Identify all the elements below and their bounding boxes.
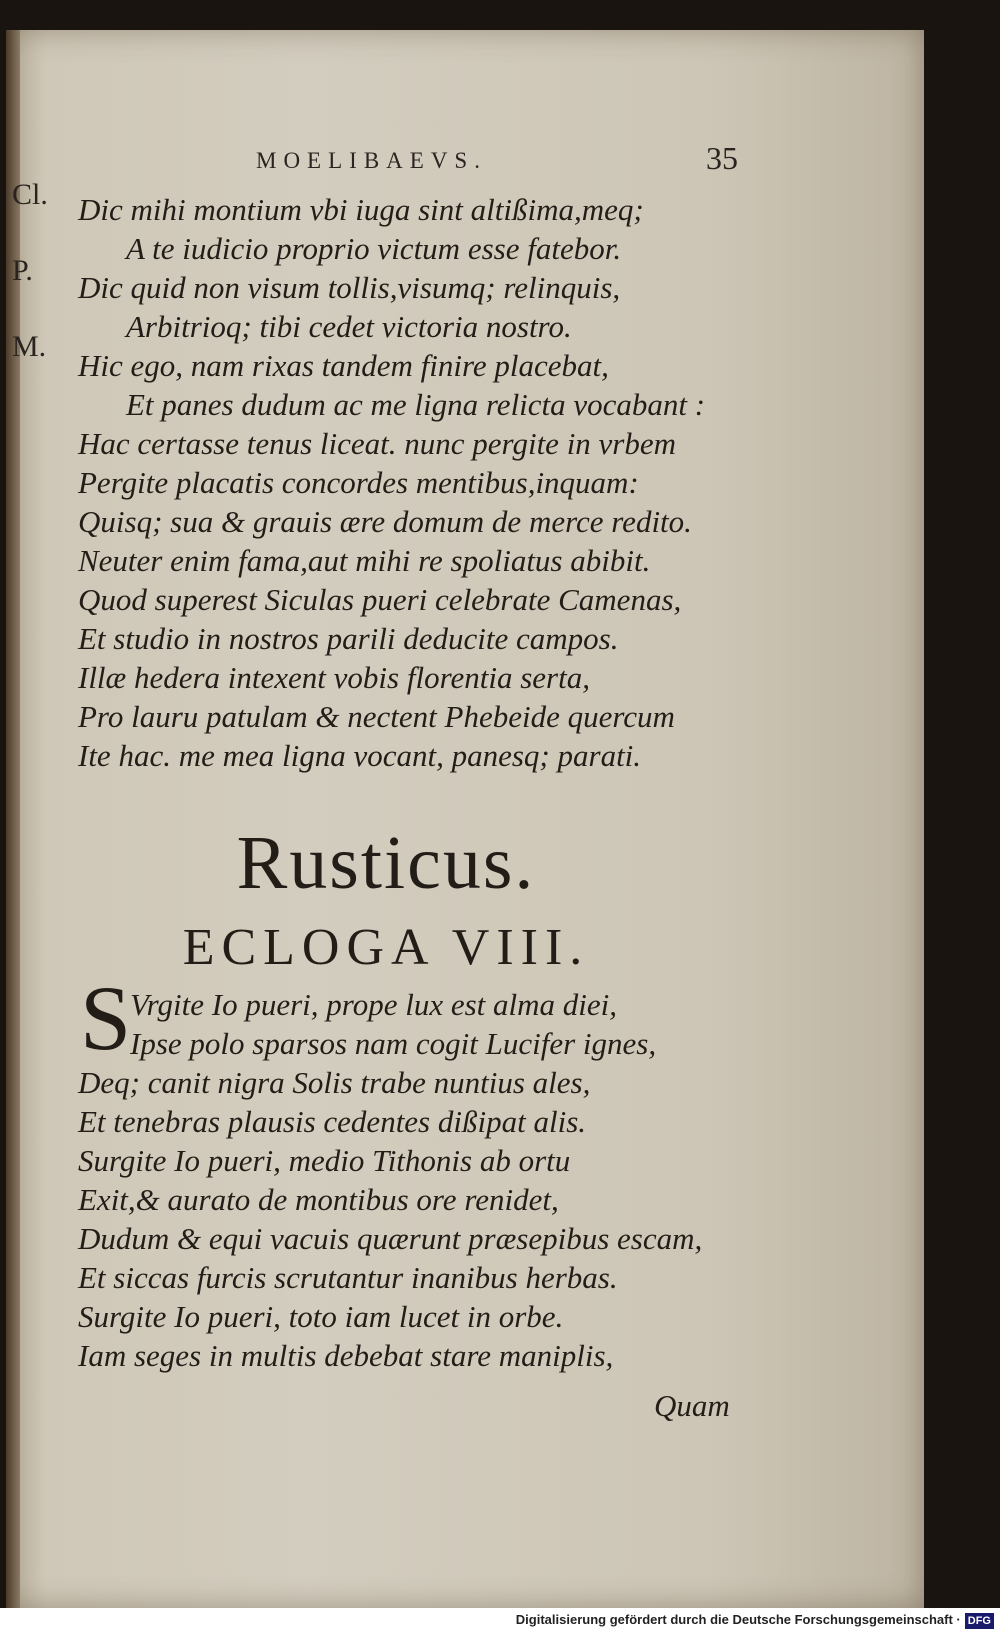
- verse-line: Dic mihi montium vbi iuga sint altißima,meq;: [78, 192, 644, 227]
- verse-line: Et studio in nostros parili deducite campos.: [78, 621, 619, 656]
- verse-line: Iam seges in multis debebat stare maniplis,: [78, 1338, 614, 1373]
- verse-line: Exit,& aurato de montibus ore renidet,: [78, 1182, 559, 1217]
- verse-line: Et panes dudum ac me ligna relicta vocabant :: [126, 387, 706, 422]
- verse-line: Deq; canit nigra Solis trabe nuntius ales,: [78, 1065, 591, 1100]
- verse-line: Hac certasse tenus liceat. nunc pergite in vrbem: [78, 426, 677, 461]
- verse-line: A te iudicio proprio victum esse fatebor.: [126, 231, 622, 266]
- page-number: 35: [706, 140, 738, 176]
- verse-line: Hic ego, nam rixas tandem finire placebat,: [78, 348, 609, 383]
- book-page: [6, 30, 924, 1608]
- verse-block: [78, 190, 758, 775]
- section-subtitle: ECLOGA VIII.: [182, 919, 590, 976]
- ecloga-verse-block: [78, 985, 778, 1375]
- catchword: Quam: [654, 1388, 730, 1423]
- speaker-label: P.: [12, 254, 33, 287]
- verse-line: Dic quid non visum tollis,visumq; relinquis,: [78, 270, 621, 305]
- verse-line: Ite hac. me mea ligna vocant, panesq; parati.: [78, 738, 642, 773]
- verse-line: Et tenebras plausis cedentes dißipat alis.: [78, 1104, 587, 1139]
- verse-line: Et siccas furcis scrutantur inanibus herbas.: [78, 1260, 618, 1295]
- dfg-logo: DFG: [965, 1613, 994, 1629]
- speaker-label: Cl.: [12, 178, 48, 211]
- drop-capital: S: [80, 967, 132, 1069]
- speaker-label: M.: [12, 330, 47, 363]
- verse-line: Quod superest Siculas pueri celebrate Camenas,: [78, 582, 682, 617]
- running-title: MOELIBAEVS.: [256, 148, 487, 173]
- verse-line: Quisq; sua & grauis ære domum de merce redito.: [78, 504, 692, 539]
- verse-line: Surgite Io pueri, medio Tithonis ab ortu: [78, 1143, 571, 1178]
- verse-line: Ipse polo sparsos nam cogit Lucifer ignes,: [130, 1026, 657, 1061]
- verse-line: Surgite Io pueri, toto iam lucet in orbe.: [78, 1299, 564, 1334]
- verse-line: Illæ hedera intexent vobis florentia serta,: [78, 660, 590, 695]
- verse-line: Arbitrioq; tibi cedet victoria nostro.: [126, 309, 572, 344]
- verse-line: Vrgite Io pueri, prope lux est alma diei,: [130, 987, 618, 1022]
- verse-line: Dudum & equi vacuis quærunt præsepibus escam,: [78, 1221, 703, 1256]
- verse-line: Neuter enim fama,aut mihi re spoliatus abibit.: [78, 543, 651, 578]
- section-title: Rusticus.: [236, 821, 536, 905]
- footer-text: Digitalisierung gefördert durch die Deutsche Forschungsgemeinschaft ·: [515, 1612, 961, 1627]
- verse-line: Pro lauru patulam & nectent Phebeide quercum: [78, 699, 675, 734]
- digitization-footer: [0, 1608, 1000, 1632]
- verse-line: Pergite placatis concordes mentibus,inquam:: [78, 465, 639, 500]
